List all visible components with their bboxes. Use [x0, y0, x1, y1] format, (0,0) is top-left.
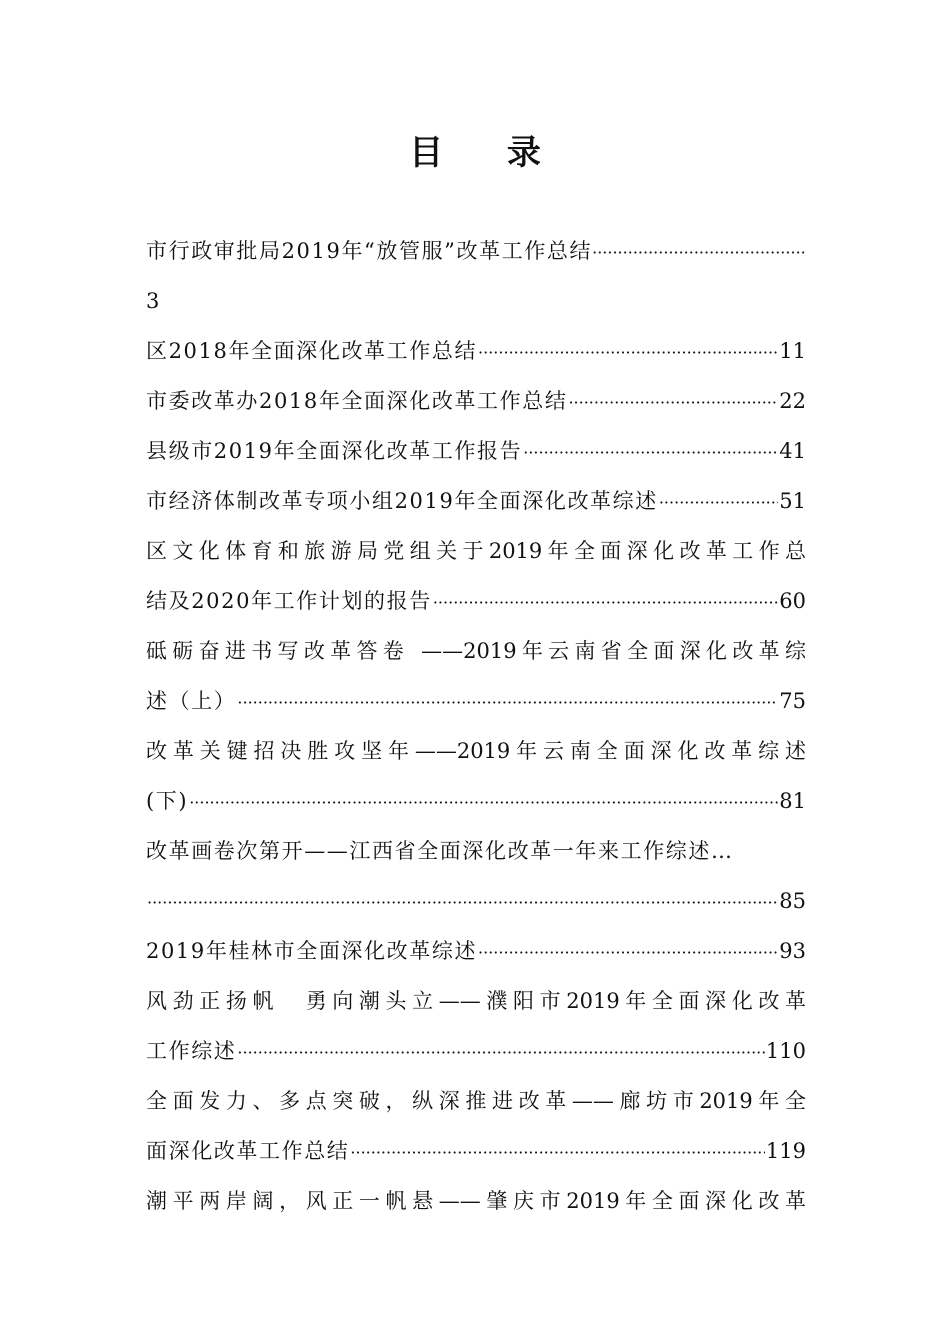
toc-entry[interactable]	[146, 776, 806, 826]
dot-leader	[237, 1028, 765, 1076]
dot-leader	[433, 578, 778, 626]
toc-entry[interactable]	[146, 226, 806, 276]
toc-entry-title-line[interactable]: 改革画卷次第开——江西省全面深化改革一年来工作综述…	[146, 839, 734, 863]
toc-entry[interactable]	[146, 326, 806, 376]
toc-entry-title-line[interactable]: 区文化体育和旅游局党组关于2019年全面深化改革工作总	[146, 539, 806, 563]
toc-entry-title: (下)	[146, 789, 189, 813]
dot-leader	[478, 928, 778, 976]
table-of-contents	[146, 226, 806, 1226]
toc-entry[interactable]	[146, 426, 806, 476]
toc-entry[interactable]	[146, 576, 806, 626]
toc-entry[interactable]	[146, 676, 806, 726]
dot-leader	[147, 878, 778, 926]
toc-entry-title-line[interactable]: 砥砺奋进书写改革答卷 ——2019年云南省全面深化改革综	[146, 639, 806, 663]
dot-leader	[189, 778, 778, 826]
toc-entry-page-number: 22	[779, 389, 806, 413]
toc-entry-page-number: 3	[146, 289, 161, 313]
toc-entry-page-number: 81	[779, 789, 806, 813]
dot-leader	[478, 328, 778, 376]
toc-entry[interactable]	[146, 876, 806, 926]
dot-leader	[568, 378, 778, 426]
toc-entry-title-line[interactable]: 风劲正扬帆 勇向潮头立——濮阳市2019年全面深化改革	[146, 989, 806, 1013]
toc-entry-page-number: 93	[779, 939, 806, 963]
toc-entry-title: 结及2020年工作计划的报告	[146, 589, 432, 613]
toc-entry-page-number: 41	[779, 439, 806, 463]
toc-entry-page-number: 85	[779, 889, 806, 913]
dot-leader	[237, 678, 778, 726]
dot-leader	[350, 1128, 765, 1176]
toc-entry-title: 区2018年全面深化改革工作总结	[146, 339, 478, 363]
toc-entry-title: 述（上）	[146, 689, 237, 713]
dot-leader	[659, 478, 778, 526]
toc-entry-title-line[interactable]: 潮平两岸阔，风正一帆悬——肇庆市2019年全面深化改革	[146, 1189, 806, 1213]
toc-entry-title: 市委改革办2018年全面深化改革工作总结	[146, 389, 568, 413]
dot-leader	[523, 428, 778, 476]
toc-entry[interactable]	[146, 1026, 806, 1076]
page-title: 目 录	[409, 133, 567, 173]
toc-entry[interactable]	[146, 376, 806, 426]
toc-entry-page-number: 110	[765, 1039, 806, 1063]
toc-entry[interactable]	[146, 1126, 806, 1176]
toc-entry-title: 面深化改革工作总结	[146, 1139, 350, 1163]
toc-entry-title: 2019年桂林市全面深化改革综述	[146, 939, 478, 963]
toc-entry-page-number: 11	[779, 339, 806, 363]
toc-entry-title: 市行政审批局2019年“放管服”改革工作总结	[146, 239, 593, 263]
toc-entry[interactable]	[146, 926, 806, 976]
toc-entry-page-number: 60	[779, 589, 806, 613]
toc-entry-title: 工作综述	[146, 1039, 237, 1063]
toc-entry-title-line[interactable]: 改革关键招决胜攻坚年——2019年云南全面深化改革综述	[146, 739, 806, 763]
toc-entry-title-line[interactable]: 全面发力、多点突破，纵深推进改革——廊坊市2019年全	[146, 1089, 806, 1113]
toc-entry-page-number: 51	[779, 489, 806, 513]
toc-entry[interactable]	[146, 476, 806, 526]
toc-entry-page-number: 119	[765, 1139, 806, 1163]
toc-entry-title: 县级市2019年全面深化改革工作报告	[146, 439, 523, 463]
dot-leader	[592, 228, 806, 276]
toc-entry-title: 市经济体制改革专项小组2019年全面深化改革综述	[146, 489, 658, 513]
toc-entry-page-number: 75	[779, 689, 806, 713]
